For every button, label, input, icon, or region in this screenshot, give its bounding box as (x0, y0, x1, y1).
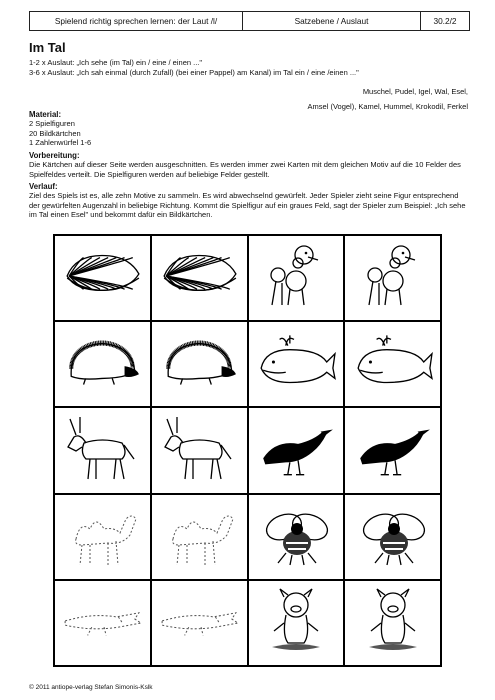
copyright-footer: © 2011 antiope-verlag Stefan Simonis-Kslk (29, 684, 153, 691)
picture-card (151, 580, 248, 666)
blackbird-icon (352, 413, 434, 488)
picture-card (248, 494, 345, 580)
picture-card (344, 407, 441, 493)
picture-card (151, 494, 248, 580)
procedure-heading: Verlauf: (29, 182, 58, 191)
picture-card (151, 235, 248, 321)
picture-card (248, 235, 345, 321)
picture-card (248, 407, 345, 493)
shell-icon (61, 241, 143, 316)
donkey-icon (61, 413, 143, 488)
header-page-number: 30.2/2 (433, 16, 457, 26)
whale-icon (255, 327, 337, 402)
whale-icon (352, 327, 434, 402)
card-grid (53, 234, 442, 667)
picture-card (54, 321, 151, 407)
blackbird-icon (255, 413, 337, 488)
material-item: 20 Bildkärtchen (29, 128, 81, 138)
material-section (29, 110, 469, 148)
page-title: Im Tal (29, 40, 66, 55)
poodle-icon (352, 241, 434, 316)
piglet-icon (352, 585, 434, 660)
picture-card (54, 494, 151, 580)
procedure-section (29, 182, 469, 220)
picture-card (344, 494, 441, 580)
crocodile-icon (158, 585, 240, 660)
picture-card (151, 321, 248, 407)
instruction-line-2: 3-6 x Auslaut: „Ich sah einmal (durch Zufall) (bei einer Pappel) am Kanal) im Tal ein / eine /einen ..." (29, 68, 359, 77)
crocodile-icon (61, 585, 143, 660)
picture-card (248, 321, 345, 407)
picture-card (344, 580, 441, 666)
hedgehog-icon (158, 327, 240, 402)
donkey-icon (158, 413, 240, 488)
piglet-icon (255, 585, 337, 660)
preparation-text: Die Kärtchen auf dieser Seite werden ausgeschnitten. Es werden immer zwei Karten mit dem gleichen Motiv auf die 10 Felder des Spielfeldes verteilt. Die Spielfiguren werden auf beliebige Felder gestellt. (29, 160, 461, 179)
word-list-row-2: Amsel (Vogel), Kamel, Hummel, Krokodil, Ferkel (307, 102, 468, 111)
header-series: Spielend richtig sprechen lernen: der Laut /l/ (30, 12, 243, 30)
material-item: 2 Spielfiguren (29, 119, 75, 129)
hedgehog-icon (61, 327, 143, 402)
instruction-lines (29, 58, 359, 78)
picture-card (344, 321, 441, 407)
picture-card (248, 580, 345, 666)
preparation-section (29, 151, 469, 179)
picture-card (54, 407, 151, 493)
bumblebee-icon (255, 499, 337, 574)
bumblebee-icon (352, 499, 434, 574)
picture-card (54, 235, 151, 321)
poodle-icon (255, 241, 337, 316)
camel-icon (158, 499, 240, 574)
material-heading: Material: (29, 110, 62, 119)
material-item: 1 Zahlenwürfel 1-6 (29, 138, 92, 148)
picture-card (151, 407, 248, 493)
picture-card (344, 235, 441, 321)
header-level: Satzebene / Auslaut (243, 12, 421, 30)
procedure-text: Ziel des Spiels ist es, alle zehn Motive zu sammeln. Es wird abwechselnd gewürfelt. Jeder Spieler zieht seine Figur entsprechend der gewürfelten Augenzahl in beliebige Richtung. Kommt die Spielfigur auf ein graues Feld, sagt der Spieler zum Beispiel: „Ich sehe im Tal einen Esel" und bekommt dafür ein Bildkärtchen. (29, 191, 466, 220)
preparation-heading: Vorbereitung: (29, 151, 80, 160)
instruction-line-1: 1-2 x Auslaut: „Ich sehe (im Tal) ein / eine / einen ..." (29, 58, 203, 67)
picture-card (54, 580, 151, 666)
camel-icon (61, 499, 143, 574)
shell-icon (158, 241, 240, 316)
word-list-row-1: Muschel, Pudel, Igel, Wal, Esel, (362, 87, 468, 96)
page-header (29, 11, 470, 31)
